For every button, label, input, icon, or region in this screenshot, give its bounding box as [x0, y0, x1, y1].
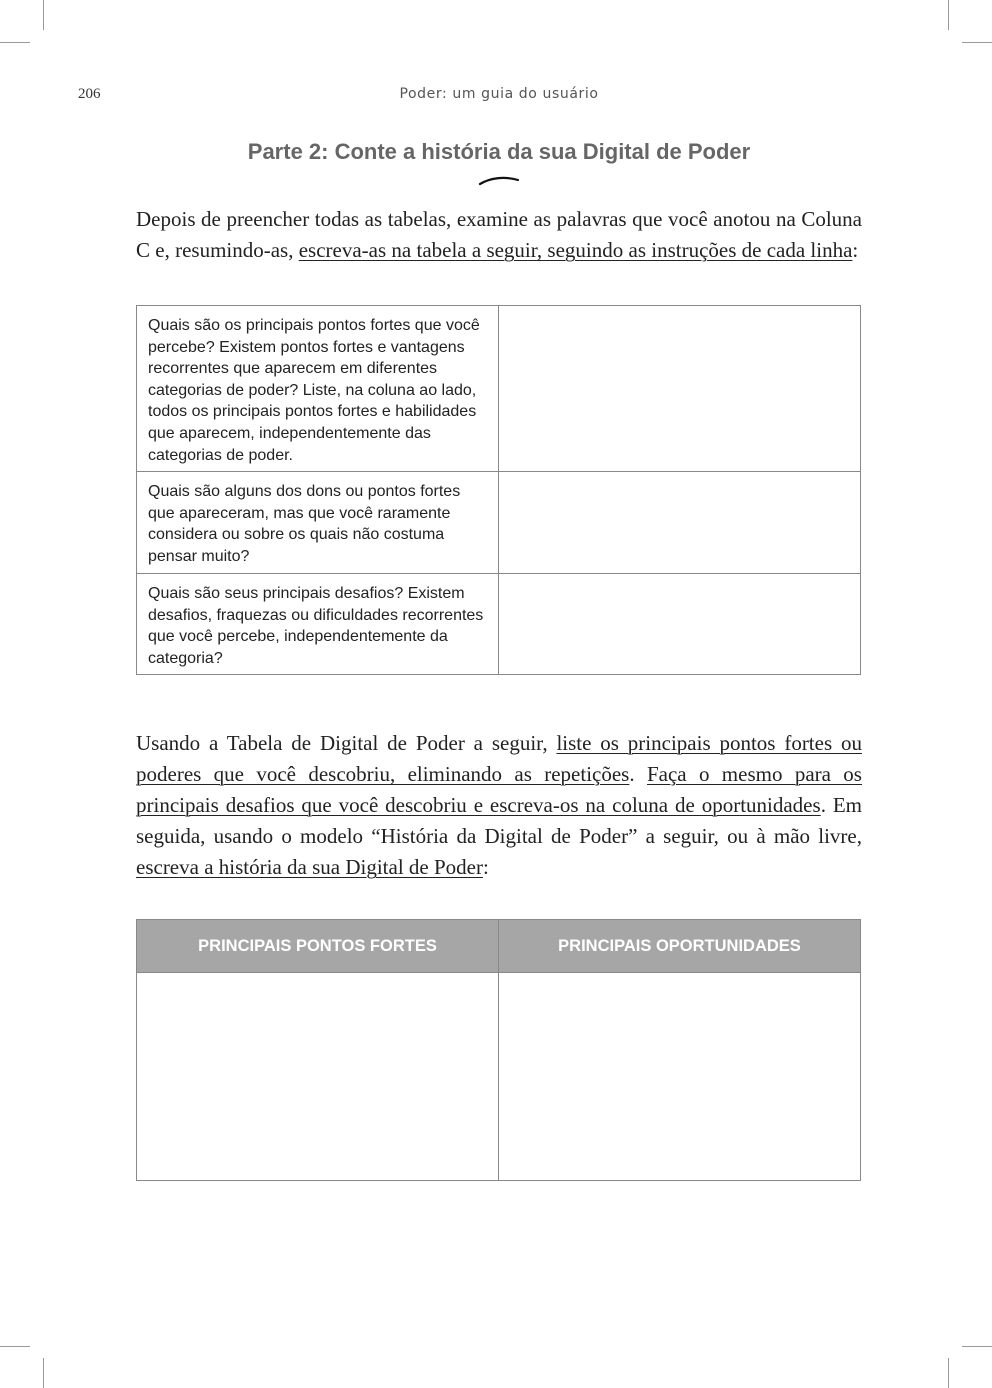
instructions-text: Usando a Tabela de Digital de Poder a seguir,	[136, 731, 557, 755]
question-cell: Quais são os principais pontos fortes que você percebe? Existem pontos fortes e vantagens recorrentes que aparecem em diferentes categorias de poder? Liste, na coluna ao lado, todos os principais pontos fortes e habilidades que aparecem, independentemente das categorias de poder.	[137, 306, 499, 472]
title-swash-ornament	[478, 174, 522, 188]
crop-mark	[962, 42, 992, 43]
crop-mark	[0, 42, 30, 43]
table-row	[137, 306, 861, 472]
intro-paragraph	[136, 204, 862, 266]
page-number: 206	[78, 86, 101, 102]
instructions-underlined-2: Faça o mesmo para os principais desafios que você descobriu e escreva-os na coluna de oportunidades	[136, 762, 862, 817]
summary-table	[136, 919, 861, 1181]
instructions-text: :	[482, 855, 489, 879]
intro-text-end: :	[852, 238, 859, 262]
answer-cell[interactable]	[499, 574, 861, 675]
running-header: Poder: um guia do usuário	[399, 86, 599, 102]
instructions-text: . Em seguida, usando o modelo “História da Digital de Poder” a seguir, ou à mão livre,	[136, 793, 862, 848]
answer-cell[interactable]	[499, 306, 861, 472]
table-row	[137, 574, 861, 675]
strengths-cell[interactable]	[137, 973, 499, 1181]
crop-mark	[948, 1358, 949, 1388]
column-header-strengths: PRINCIPAIS PONTOS FORTES	[137, 920, 499, 973]
crop-mark	[0, 1346, 30, 1347]
opportunities-cell[interactable]	[499, 973, 861, 1181]
question-cell: Quais são alguns dos dons ou pontos fortes que apareceram, mas que você raramente considera ou sobre os quais não costuma pensar muito?	[137, 472, 499, 574]
intro-underlined-instruction: escreva-as na tabela a seguir, seguindo as instruções de cada linha	[298, 238, 853, 262]
section-title: Parte 2: Conte a história da sua Digital de Poder	[247, 139, 751, 164]
crop-mark	[948, 0, 949, 30]
instructions-underlined-3: escreva a história da sua Digital de Poder	[136, 855, 483, 879]
column-header-opportunities: PRINCIPAIS OPORTUNIDADES	[499, 920, 861, 973]
answer-cell[interactable]	[499, 472, 861, 574]
table-header-row	[137, 920, 861, 973]
table-row	[137, 472, 861, 574]
crop-mark	[962, 1346, 992, 1347]
question-cell: Quais são seus principais desafios? Existem desafios, fraquezas ou dificuldades recorrentes que você percebe, independentemente da categoria?	[137, 574, 499, 675]
crop-mark	[43, 0, 44, 30]
questions-table	[136, 305, 861, 675]
table-row	[137, 973, 861, 1181]
intro-text: Depois de preencher todas as tabelas, examine as palavras que você anotou na Coluna C e, resumindo-as,	[136, 207, 862, 262]
instructions-text: .	[629, 762, 647, 786]
instructions-paragraph	[136, 728, 862, 883]
instructions-underlined-1: liste os principais pontos fortes ou poderes que você descobriu, eliminando as repetições	[136, 731, 862, 786]
crop-mark	[43, 1358, 44, 1388]
